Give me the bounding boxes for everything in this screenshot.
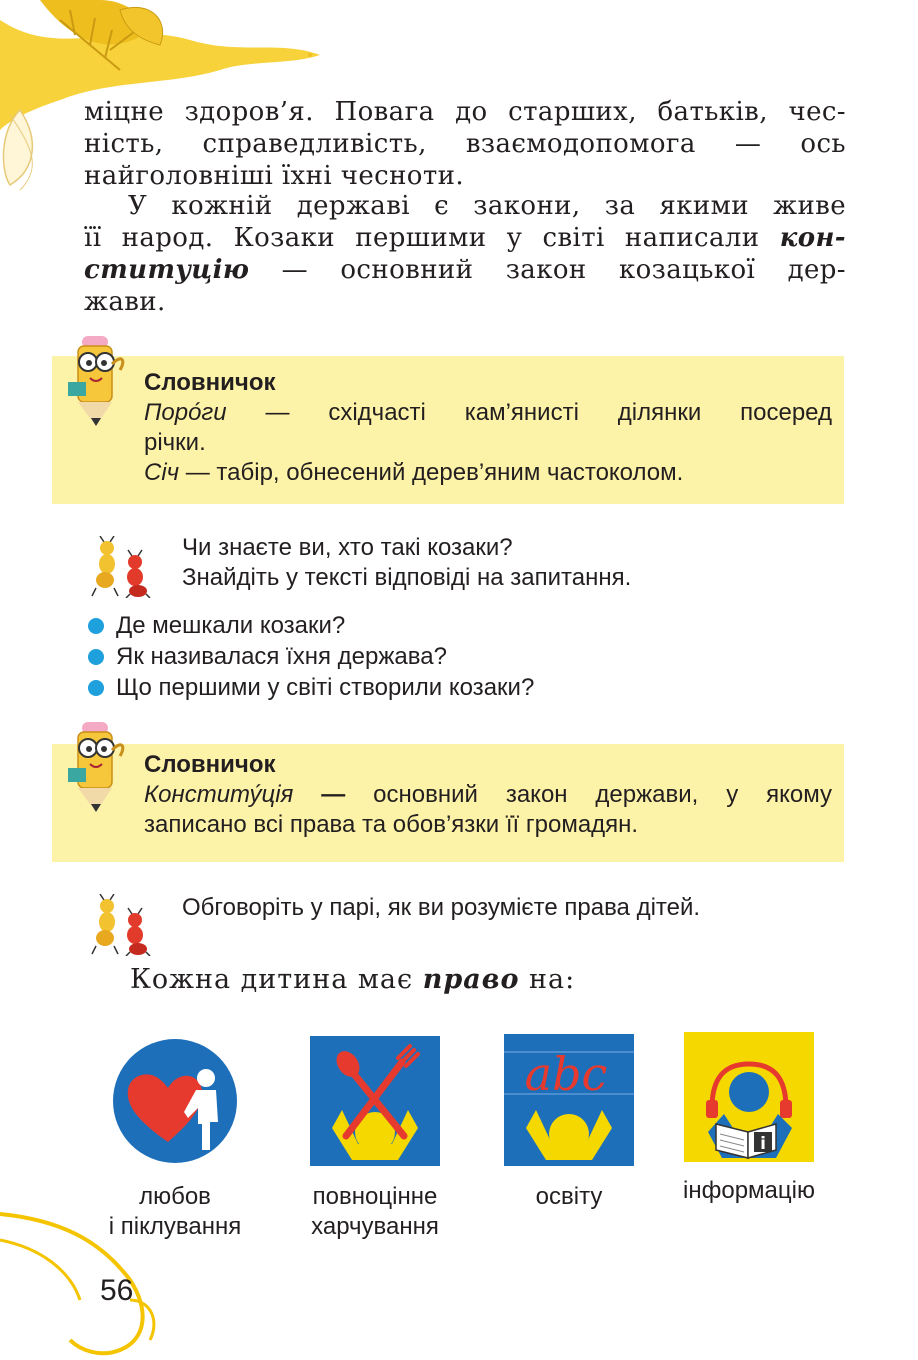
bullet-icon [88,649,104,665]
ants-icon [88,536,158,598]
vocabulary-title: Словничок [144,751,276,778]
page-number: 56 [100,1274,134,1307]
vocabulary-entry-cont: записано всі права та обов’язки її громадян. [144,811,639,838]
caption-information: інформацію [683,1177,815,1204]
list-item: Як називалася їхня держава? [88,641,534,672]
question-list [88,610,534,703]
paragraph-line: її народ. Козаки першими у світі написали кон- [84,223,846,253]
abc-icon [500,1030,638,1170]
paragraph-2 [84,190,846,318]
vocabulary-entry: Січ — табір, обнесений дерев’яним частоколом. [144,459,684,486]
list-item: Де мешкали козаки? [88,610,534,641]
bullet-icon [88,680,104,696]
vocabulary-entry: Конститу́ція — основний закон держави, у якому [144,781,833,808]
question-line: Знайдіть у тексті відповіді на запитання. [182,564,632,591]
pencil-character-icon [60,720,132,820]
swirl-decoration-icon [0,1200,180,1360]
caption-education: освіту [535,1183,603,1210]
vocabulary-box [52,744,844,862]
question-line: Обговоріть у парі, як ви розумієте права дітей. [182,894,701,921]
paragraph-line: найголовніші їхні чесноти. [84,161,465,191]
list-item: Що першими у світі створили козаки? [88,672,534,703]
question-line: Чи знаєте ви, хто такі козаки? [182,534,513,561]
caption-love-care: любов і піклування [108,1183,242,1240]
headphones-book-icon [680,1028,818,1166]
term-constitution: ституцію [84,255,250,285]
ants-icon [88,894,158,956]
question-block-2 [182,893,700,923]
info-letter: i [760,1134,766,1154]
caption-nutrition: повноцінне харчування [311,1183,439,1240]
vocabulary-entry-cont: річки. [144,429,206,456]
vocabulary-entry: Поро́ги — східчасті кам’янисті ділянки посеред [144,399,832,426]
paragraph-line: жави. [84,287,166,317]
vocabulary-box [52,356,844,504]
paragraph-line: міцне здоров’я. Повага до старших, батьків, чес- [84,97,846,127]
pencil-character-icon [60,334,132,434]
heart-person-icon [106,1032,244,1170]
vocabulary-title: Словничок [144,369,276,396]
rights-title: Кожна дитина має право на: [130,964,576,995]
question-block-1 [182,533,631,593]
paragraph-line: У кожній державі є закони, за якими живе [128,191,846,221]
paragraph-line: ність, справедливість, взаємодопомога — ось [84,129,846,159]
term-constitution: кон- [779,223,846,253]
spoon-fork-icon [306,1032,444,1170]
abc-text: abc [524,1047,608,1101]
paragraph-line: ституцію — основний закон козацької дер- [84,255,846,285]
paragraph-1 [84,96,846,192]
bullet-icon [88,618,104,634]
